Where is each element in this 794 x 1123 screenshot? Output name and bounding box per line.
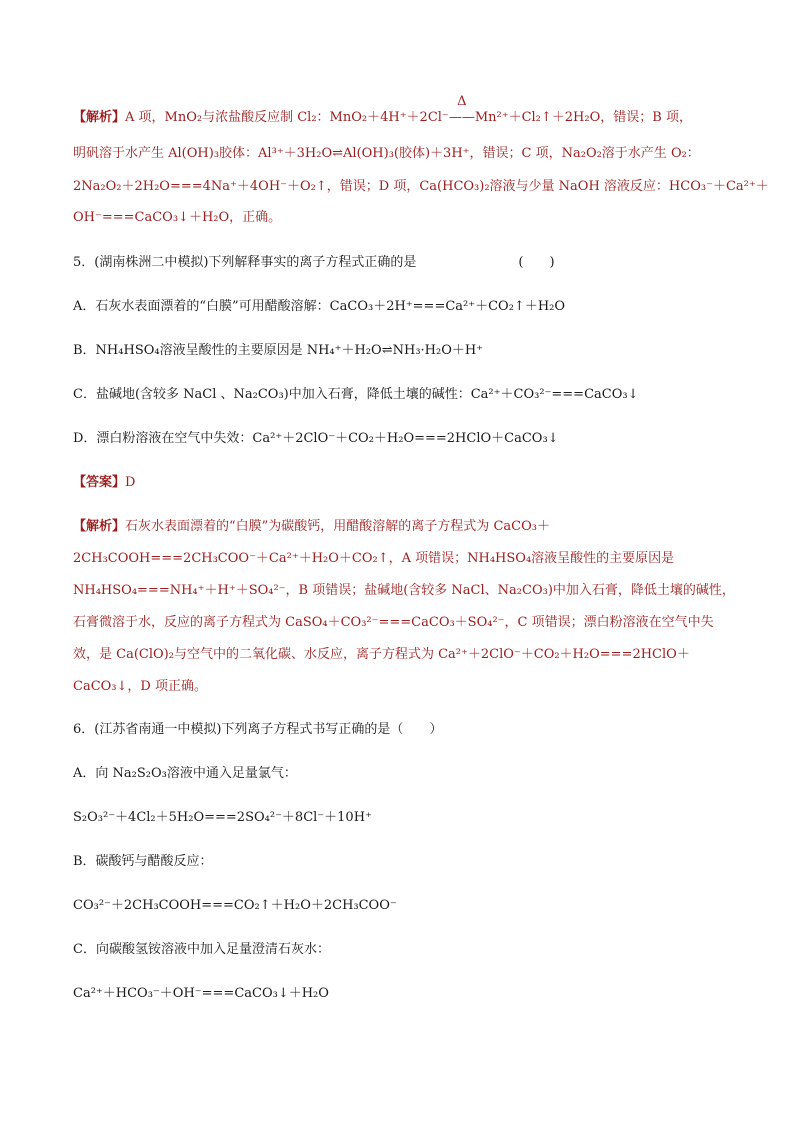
q5-option-d: D．漂白粉溶液在空气中失效：Ca²⁺＋2ClO⁻＋CO₂＋H₂O===2HClO＋CaCO₃↓ bbox=[73, 431, 559, 446]
q4-analysis-line-2: 明矾溶于水产生 Al(OH)₃胶体：Al³⁺＋3H₂O⇌Al(OH)₃(胶体)＋3H⁺，错误；C 项，Na₂O₂溶于水产生 O₂： bbox=[73, 146, 700, 161]
q6-option-a-label: A．向 Na₂S₂O₃溶液中通入足量氯气： bbox=[73, 766, 297, 781]
q5-answer bbox=[73, 473, 135, 493]
q5-option-a: A．石灰水表面漂着的“白膜”可用醋酸溶解：CaCO₃＋2H⁺===Ca²⁺＋CO₂↑＋H₂O bbox=[73, 299, 566, 314]
answer-value: D bbox=[125, 475, 136, 490]
q5-analysis-line-4: 石膏微溶于水，反应的离子方程式为 CaSO₄＋CO₃²⁻===CaCO₃＋SO₄²⁻，C 项错误；漂白粉溶液在空气中失 bbox=[73, 615, 714, 630]
q6-option-b-label: B．碳酸钙与醋酸反应： bbox=[73, 854, 213, 869]
q6-stem: 6．(江苏省南通一中模拟)下列离子方程式书写正确的是（ ） bbox=[73, 722, 443, 737]
q5-analysis-line-1: 【解析】石灰水表面漂着的“白膜”为碳酸钙，用醋酸溶解的离子方程式为 CaCO₃＋ bbox=[73, 519, 550, 534]
q5-stem: 5．(湖南株洲二中模拟)下列解释事实的离子方程式正确的是 ( ) bbox=[73, 253, 555, 273]
q6-option-c-label: C．向碳酸氢铵溶液中加入足量澄清石灰水： bbox=[73, 942, 330, 957]
q4-analysis-line-4: OH⁻===CaCO₃↓＋H₂O，正确。 bbox=[73, 210, 282, 225]
q5-analysis-line-5: 效，是 Ca(ClO)₂与空气中的二氧化碳、水反应，离子方程式为 Ca²⁺＋2ClO⁻＋CO₂＋H₂O===2HClO＋ bbox=[73, 647, 690, 662]
q4-analysis-line-1: 【解析】A 项，MnO₂与浓盐酸反应制 Cl₂：MnO₂＋4H⁺＋2Cl⁻ Δ ——Mn²⁺＋Cl₂↑＋2H₂O，错误；B 项， bbox=[73, 108, 692, 128]
analysis-tag: 【解析】 bbox=[73, 519, 126, 534]
q4-analysis-line-3: 2Na₂O₂＋2H₂O===4Na⁺＋4OH⁻＋O₂↑，错误；D 项，Ca(HCO₃)₂溶液与少量 NaOH 溶液反应：HCO₃⁻＋Ca²⁺＋ bbox=[73, 179, 769, 194]
q5-analysis-line-2: 2CH₃COOH===2CH₃COO⁻＋Ca²⁺＋H₂O＋CO₂↑，A 项错误；NH₄HSO₄溶液呈酸性的主要原因是 bbox=[73, 551, 675, 566]
q5-analysis-line-3: NH₄HSO₄===NH₄⁺＋H⁺＋SO₄²⁻，B 项错误；盐碱地(含较多 NaCl、Na₂CO₃)中加入石膏，降低土壤的碱性， bbox=[73, 583, 735, 598]
q6-option-a-equation: S₂O₃²⁻＋4Cl₂＋5H₂O===2SO₄²⁻＋8Cl⁻＋10H⁺ bbox=[73, 810, 372, 825]
answer-blank: ( ) bbox=[518, 255, 555, 270]
analysis-tag: 【解析】 bbox=[73, 110, 126, 125]
heating-condition-arrow: Δ —— bbox=[448, 94, 475, 125]
q6-option-c-equation: Ca²⁺＋HCO₃⁻＋OH⁻===CaCO₃↓＋H₂O bbox=[73, 986, 329, 1001]
q5-option-b: B．NH₄HSO₄溶液呈酸性的主要原因是 NH₄⁺＋H₂O⇌NH₃·H₂O＋H⁺ bbox=[73, 343, 484, 358]
q5-option-c: C．盐碱地(含较多 NaCl 、Na₂CO₃)中加入石膏，降低土壤的碱性：Ca²⁺＋CO₃²⁻===CaCO₃↓ bbox=[73, 387, 639, 402]
q5-analysis-line-6: CaCO₃↓，D 项正确。 bbox=[73, 679, 207, 694]
heat-symbol: Δ bbox=[457, 94, 467, 109]
answer-tag: 【答案】 bbox=[73, 475, 126, 490]
q6-option-b-equation: CO₃²⁻＋2CH₃COOH===CO₂↑＋H₂O＋2CH₃COO⁻ bbox=[73, 898, 397, 913]
